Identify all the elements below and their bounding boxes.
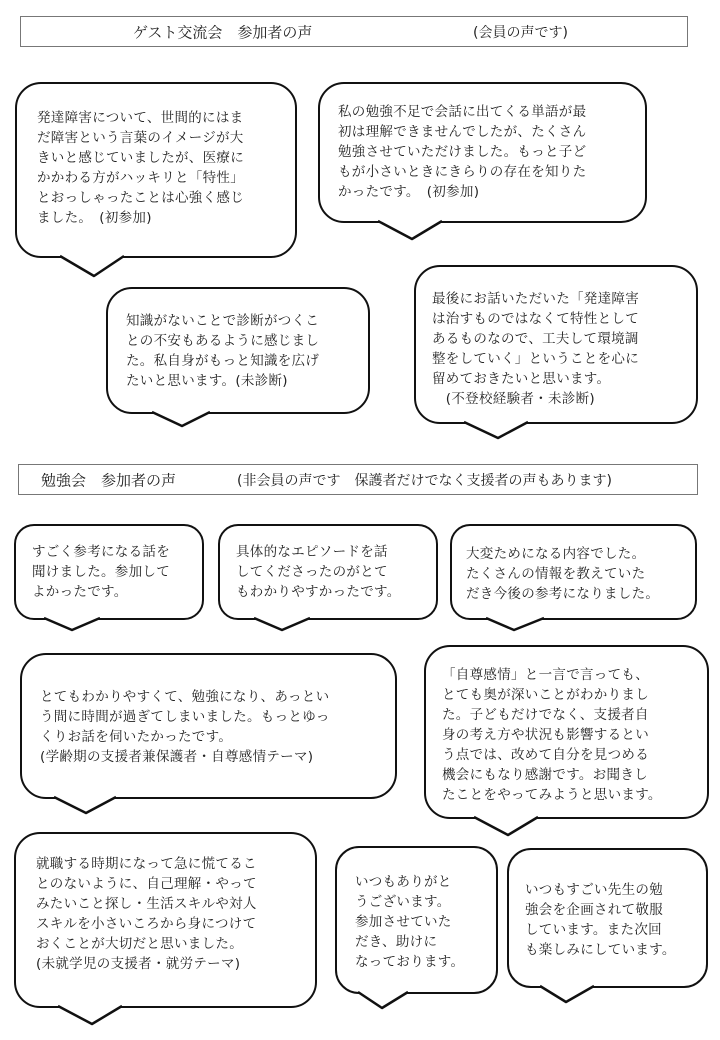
comment-text: いつもありがと うございます。 参加させていた だき、助けに なっております。 (355, 874, 465, 970)
comment-text: 私の勉強不足で会話に出てくる単語が最 初は理解できませんでしたが、たくさん 勉強させていただけました。もっと子ど もが小さいときにきらりの存在を知りた かったです。 (初参加) (338, 104, 587, 200)
speech-bubble (106, 287, 370, 414)
guest-section-title: ゲスト交流会 参加者の声 (133, 23, 313, 41)
study-section-note: (非会員の声です 保護者だけでなく支援者の声もあります) (237, 472, 612, 489)
speech-bubble (318, 82, 647, 223)
speech-bubble-tail (56, 1004, 126, 1028)
comment-text: とてもわかりやすくて、勉強になり、あっとい う間に時間が過ぎてしまいました。もっとゆっ くりお話を伺いたかったです。 (学齢期の支援者兼保護者・自尊感情テーマ) (40, 689, 330, 765)
speech-bubble-tail (356, 990, 412, 1012)
speech-bubble (414, 265, 698, 424)
comment-text: 最後にお話いただいた「発達障害 は治すものではなくて特性として あるものなので、工夫して環境調 整をしていく」ということを心に 留めておきたいと思います。 (不登校経験者・未診断) (432, 291, 639, 407)
comment-text: 就職する時期になって急に慌てるこ とのないように、自己理解・やって みたいこと探し・生活スキルや対人 スキルを小さいころから身につけて おくことが大切だと思いました。 (未就学児の支援者・就労テーマ) (36, 856, 257, 972)
study-section-header (18, 464, 698, 495)
speech-bubble-tail (376, 219, 446, 243)
guest-section-header (20, 16, 688, 47)
speech-bubble-tail (252, 616, 314, 634)
speech-bubble-tail (538, 984, 598, 1006)
speech-bubble (424, 645, 709, 819)
guest-section-note: (会員の声です) (473, 24, 568, 41)
comment-text: 具体的なエピソードを話 してくださったのがとて もわかりやすかったです。 (236, 544, 401, 600)
speech-bubble (507, 848, 708, 988)
speech-bubble-tail (42, 616, 104, 634)
comment-text: 発達障害について、世間的にはま だ障害という言葉のイメージが大 きいと感じていましたが、医療に かかわる方がハッキリと「特性」 とおっしゃったことは心強く感じ ました。 (初参加) (37, 110, 244, 226)
comment-text: いつもすごい先生の勉 強会を企画されて敬服 しています。また次回 も楽しみにしています。 (525, 882, 676, 958)
speech-bubble (218, 524, 438, 620)
speech-bubble-tail (58, 254, 128, 280)
speech-bubble (15, 82, 297, 258)
speech-bubble (450, 524, 697, 620)
speech-bubble-tail (52, 795, 120, 817)
speech-bubble (14, 524, 204, 620)
speech-bubble-tail (472, 815, 542, 839)
speech-bubble-tail (462, 420, 532, 442)
speech-bubble (14, 832, 317, 1008)
comment-text: すごく参考になる話を 聞けました。参加して よかったです。 (32, 544, 170, 600)
speech-bubble (20, 653, 397, 799)
comment-text: 「自尊感情」と一言で言っても、 とても奥が深いことがわかりまし た。子どもだけでなく、支援者自 身の考え方や状況も影響するとい う点では、改めて自分を見つめる 機会にもなり感謝です。お聞きし たことをやってみようと思います。 (442, 667, 662, 803)
speech-bubble (335, 846, 498, 994)
comment-text: 知識がないことで診断がつくこ との不安もあるように感じまし た。私自身がもっと知識を広げ たいと思います。(未診断) (126, 313, 320, 389)
speech-bubble-tail (484, 616, 548, 634)
comment-text: 大変ためになる内容でした。 たくさんの情報を教えていた だき今後の参考になりました。 (466, 546, 660, 602)
study-section-title: 勉強会 参加者の声 (41, 471, 177, 489)
speech-bubble-tail (150, 410, 214, 430)
